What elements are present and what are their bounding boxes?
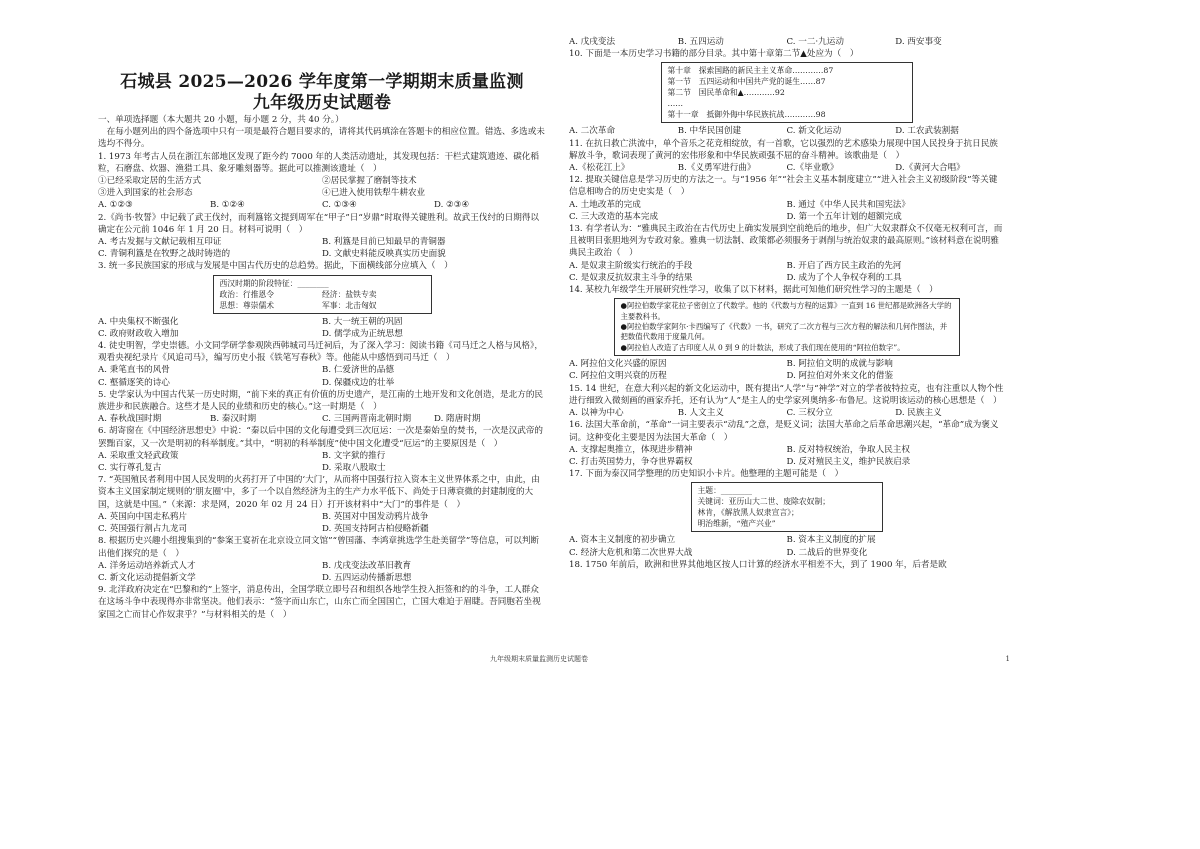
material-line: ●阿拉伯数学家阿尔·卡西编写了《代数》一书，研究了二次方程与三次方程的解法和几何作图法，并把数值代数用于度量几何。 xyxy=(620,322,948,342)
question-options xyxy=(98,364,546,388)
option-d: D. 文献史料能反映真实历史面貌 xyxy=(322,249,446,260)
toc-line: 第二节 国民革命和▲…………92 xyxy=(667,88,785,98)
question-stem: 14. 某校九年级学生开展研究性学习，收集了以下材料，据此可知他们研究性学习的主题是（ ） xyxy=(569,285,938,296)
question-13 xyxy=(569,223,1004,284)
material-box xyxy=(614,298,960,356)
question-options xyxy=(98,413,546,425)
question-stem: 11. 在抗日救亡洪流中，单个音乐之花竞相绽放，有一首歌，它以强烈的艺术感染力展现中国人民投身于抗日民族解放斗争，歌词表现了黄河的宏伟形象和中华民族顽强不屈的奋斗精神。该歌曲是（ ） xyxy=(569,138,998,161)
option-d: D. 五四运动传播新思想 xyxy=(322,572,412,583)
question-options xyxy=(569,444,1004,468)
question-statements xyxy=(98,175,546,199)
option-a: A. 洋务运动培养新式人才 xyxy=(98,560,196,571)
box-heading: 西汉时期的阶段特征：________ xyxy=(219,278,329,288)
material-line: ●阿拉伯人改造了古印度人从 0 到 9 的计数法，形成了我们现在使用的“阿拉伯数字”。 xyxy=(620,342,905,352)
option-d: D. 反对殖民主义，维护民族启录 xyxy=(786,456,911,467)
option-c: C. 新文化运动提倡新文学 xyxy=(98,572,196,583)
question-stem: 3. 统一多民族国家的形成与发展是中国古代历史的总趋势。据此，下面横线部分应填入（ ） xyxy=(98,261,453,272)
option-d: D. 阿拉伯对外来文化的借鉴 xyxy=(786,371,894,382)
box-cell: 思想：尊崇儒术 xyxy=(219,300,275,310)
material-line: ●阿拉伯数学家花拉子密创立了代数学。他的《代数与方程的运算》一直到 16 世纪都是欧洲各大学的主要教科书。 xyxy=(620,301,952,321)
option-c: C. 英国强行割占九龙司 xyxy=(98,524,188,535)
question-options xyxy=(569,534,1004,558)
option-a: A. 中央集权不断强化 xyxy=(98,316,179,327)
option-b: B. 阿拉伯文明的成就与影响 xyxy=(786,359,893,370)
option-d: D. 英国支持阿古柏侵略新疆 xyxy=(322,524,429,535)
option-d: D. 民族主义 xyxy=(895,408,942,419)
question-options xyxy=(98,450,546,474)
question-stem: 10. 下面是一本历史学习书籍的部分目录。其中第十章第二节▲处应为（ ） xyxy=(569,49,859,60)
box-cell: 军事：北击匈奴 xyxy=(322,300,377,310)
exam-title-line2: 九年级历史试题卷 xyxy=(252,93,392,113)
question-stem: 12. 提取关键信息是学习历史的方法之一。与“1956 年”“社会主义基本制度建立”“进入社会主义初级阶段”等关键信息相吻合的历史史实是（ ） xyxy=(569,175,998,198)
option-c: C. 新文化运动 xyxy=(786,126,842,137)
table-of-contents-box xyxy=(661,62,913,123)
page-number: 1 xyxy=(1005,655,1010,663)
question-3 xyxy=(98,260,546,340)
toc-line: 第一节 五四运动和中国共产党的诞生……87 xyxy=(667,77,826,87)
card-line: 明治维新，“殖产兴业” xyxy=(697,519,776,529)
question-stem: 1. 1973 年考古人员在浙江东部地区发现了距今约 7000 年的人类活动遗址，其发现包括：干栏式建筑遗迹、碳化稻粒，石磨盘、炊器、渔猎工具、象牙雕刻器等。据此可以推测该遗址（ ） xyxy=(98,151,539,174)
option-d: D. 成为了个人争权夺利的工具 xyxy=(786,272,902,283)
option-a: A. 土地改革的完成 xyxy=(569,199,641,210)
card-line: 主题：________ xyxy=(697,486,753,496)
statement: ①已经采取定居的生活方式 xyxy=(98,176,202,187)
option-a: A. 支撑起奥推立，体现进步精神 xyxy=(569,444,693,455)
box-cell: 经济：盐铁专卖 xyxy=(322,289,377,299)
question-14 xyxy=(569,284,1004,383)
question-stem: 7. “英国殖民者利用中国人民发明的火药打开了中国的‘大门’，从而将中国强行拉入资本主义世界体系之中，由此，由资本主义国家制定规则的‘朋友圈’中，多了一个以自然经济为主的生产力水平低下、尚处于日薄衰微的封建制度的大国，这就是中国。”（来源：求是网，2020 年 02 月 24 日）打开该材料中“大门”的事件是（ ） xyxy=(98,475,540,510)
material-box xyxy=(213,275,432,314)
question-stem: 15. 14 世纪，在意大利兴起的新文化运动中，既有提出“人学”与“神学”对立的学者彼特拉克，也有注重以人物个性进行细致入微刻画的画家乔托，还有认为“人”是主人的史学家列奥纳多·布鲁尼。这说明该运动的核心思想是（ ） xyxy=(569,383,1004,406)
option-a: A. 春秋战国时期 xyxy=(98,414,162,425)
option-c: C. 实行尊孔复古 xyxy=(98,463,162,474)
question-stem: 16. 法国大革命前，“革命”一词主要表示“动乱”之意，是贬义词；法国大革命之后革命思潮兴起，“革命”成为褒义词。这种变化主要是因为法国大革命（ ） xyxy=(569,420,999,443)
option-d: D. 第一个五年计划的超额完成 xyxy=(786,211,902,222)
question-options xyxy=(569,162,1004,174)
toc-line: 第十一章 抵御外侮中华民族抗战…………98 xyxy=(667,110,826,120)
question-options xyxy=(569,407,1004,419)
question-9-stem: 9. 北洋政府决定在“巴黎和约”上签字，消息传出，全国学联立即号召和组织各地学生投入拒签和约的斗争，工人群众在这场斗争中表现得亦非常坚决。他们表示：“签字而山东亡，山东亡而全国国亡，亡国大难迫于眉睫。吾同胞若坐视家国之亡而甘心作奴隶乎？”与材料相关的是（ ） xyxy=(98,585,541,620)
option-b: B. 利簋是目前已知最早的青铜器 xyxy=(322,237,446,248)
option-a: A. 秉笔直书的风骨 xyxy=(98,365,170,376)
question-stem: 8. 根据历史兴趣小组搜集到的“参案王宴祈在北京设立同文馆”“曾国藩、李鸿章挑选学生赴美留学”等信息，可以判断出他们探究的是（ ） xyxy=(98,536,540,559)
question-12 xyxy=(569,174,1004,223)
statement: ④已进入使用铁犁牛耕农业 xyxy=(322,188,426,199)
box-cell: 政治：行推恩令 xyxy=(219,289,275,299)
option-a: A. 以神为中心 xyxy=(569,408,624,419)
question-options xyxy=(569,358,1004,382)
option-a: A. 是奴隶主阶级实行统治的手段 xyxy=(569,260,693,271)
section-heading: 一、单项选择题（本大题共 20 小题，每小题 2 分，共 40 分。） xyxy=(98,115,344,125)
option-a: A. 二次革命 xyxy=(569,126,616,137)
question-options xyxy=(98,560,546,584)
option-d: D. 西安事变 xyxy=(895,37,942,47)
option-b: B. 戊戌变法改革旧教育 xyxy=(322,560,412,571)
option-c: C. 青铜利簋是在牧野之战时铸造的 xyxy=(98,249,231,260)
question-options xyxy=(98,316,546,340)
option-b: B. 通过《中华人民共和国宪法》 xyxy=(786,199,910,210)
question-stem: 2.《尚书·牧誓》中记载了武王伐纣，而利簋铭文提到周军在“甲子”日“岁鼎”时取得关键胜利。故武王伐纣的日期得以确定在公元前 1046 年 1 月 20 日。材料可说明（ ） xyxy=(98,212,540,235)
option-b: B. 反对特权统治，争取人民主权 xyxy=(786,444,910,455)
footer-title: 九年级期末质量监测历史试题卷 xyxy=(490,655,588,663)
question-17 xyxy=(569,468,1004,559)
option-b: B. 五四运动 xyxy=(677,37,724,47)
question-stem: 5. 史学家认为中国古代某一历史时期，“前下来的真正有价值的历史遗产，是江南的土地开发和文化创造，是北方的民族进步和民族融合。这些才是人民的业绩和历史的核心。”这一时期是（ ） xyxy=(98,389,544,413)
option-c: C. 三大改造的基本完成 xyxy=(569,211,659,222)
option-d: D. 二战后的世界变化 xyxy=(786,547,868,558)
exam-title-line1: 石城县 2025—2026 学年度第一学期期末质量监测 xyxy=(120,72,524,92)
question-options xyxy=(569,260,1004,284)
page-footer xyxy=(490,655,1010,664)
question-9-continued xyxy=(569,0,1004,49)
question-4 xyxy=(98,340,546,389)
question-15 xyxy=(569,383,1004,420)
option-b: B. 仁爱济世的品德 xyxy=(322,365,394,376)
option-c: C. ①③④ xyxy=(322,200,357,211)
option-d: D.《黄河大合唱》 xyxy=(895,163,965,174)
option-b: B.《义勇军进行曲》 xyxy=(677,163,756,174)
left-column xyxy=(98,0,546,849)
option-b: B. 中华民国创建 xyxy=(677,126,742,137)
question-7 xyxy=(98,474,546,535)
option-d: D. 儒学成为正统思想 xyxy=(322,328,403,339)
statement: ②居民掌握了磨制等技术 xyxy=(322,176,417,187)
question-8 xyxy=(98,535,546,584)
card-line: 关键词：亚历山大二世、废除农奴制； xyxy=(697,497,831,507)
knowledge-card xyxy=(691,482,883,532)
option-a: A. 英国向中国走私鸦片 xyxy=(98,511,188,522)
option-a: A. 资本主义制度的初步确立 xyxy=(569,535,676,546)
question-options xyxy=(98,511,546,535)
toc-line: 第十章 探索国路的新民主主义革命…………87 xyxy=(667,66,834,76)
option-c: C. 阿拉伯文明兴衰的历程 xyxy=(569,371,667,382)
option-b: B. 资本主义制度的扩展 xyxy=(786,535,876,546)
question-options xyxy=(98,236,546,260)
question-options xyxy=(569,199,1004,223)
question-2 xyxy=(98,212,546,261)
right-column xyxy=(569,0,1004,849)
option-c: C. 三权分立 xyxy=(786,408,833,419)
option-c: C. 是奴隶反抗奴隶主斗争的结果 xyxy=(569,272,693,283)
toc-line: …… xyxy=(667,99,684,109)
question-options xyxy=(569,125,1004,137)
option-c: C. 壑循逐笑的诗心 xyxy=(98,377,170,388)
question-5 xyxy=(98,389,546,426)
option-b: B. ①②④ xyxy=(210,200,245,211)
question-10 xyxy=(569,48,1004,137)
question-stem: 17. 下面为泰汉同学整理的历史知识小卡片。他整理的主题可能是（ ） xyxy=(569,469,844,480)
question-stem: 4. 徒史明智，学史崇德。小文同学研学参观陕西韩城司马迁祠后，为了深入学习：阅读书籍《司马迁之人格与风格》，观看央视纪录片《风追司马》，编写历史小报《铁笔写春秋》等。他能从中感悟到司马迁（ ） xyxy=(98,341,543,364)
question-6 xyxy=(98,425,546,474)
option-c: C.《毕业歌》 xyxy=(786,163,839,174)
option-b: B. 文字狱的推行 xyxy=(322,450,386,461)
statement: ③进入到国家的社会形态 xyxy=(98,188,193,199)
option-c: C. 一二·九运动 xyxy=(786,37,844,47)
option-a: A. ①②③ xyxy=(98,200,133,211)
option-b: B. 人文主义 xyxy=(677,408,724,419)
option-a: A. 采取重文轻武政策 xyxy=(98,450,179,461)
option-c: C. 打击英国势力，争夺世界霸权 xyxy=(569,456,693,467)
option-d: D. 工农武装割据 xyxy=(895,126,959,137)
option-c: C. 三国两晋南北朝时期 xyxy=(322,414,412,425)
card-line: 林肯，《解放黑人奴隶宣言》； xyxy=(697,508,799,518)
question-18-stem: 18. 1750 年前后，欧洲和世界其他地区按人口计算的经济水平相差不大，到了 1900 年，后者是欧 xyxy=(569,559,947,570)
option-d: D. 保疆戍边的壮举 xyxy=(322,377,395,388)
question-stem: 6. 胡寄窗在《中国经济思想史》中说：“秦以后中国的文化每遭受到三次厄运：一次是秦始皇的焚书，一次是汉武帝的罢黜百家，又一次是明初的科举制度。”其中，“明初的科举制度”使中国文化遭受“厄运”的主要原因是（ ） xyxy=(98,426,544,449)
option-b: B. 秦汉时期 xyxy=(210,414,257,425)
option-d: D. 隋唐时期 xyxy=(434,414,481,425)
question-16 xyxy=(569,419,1004,468)
question-options xyxy=(98,199,546,211)
question-1 xyxy=(98,151,546,212)
option-c: C. 政府财政收入增加 xyxy=(98,328,179,339)
question-11 xyxy=(569,138,1004,175)
option-b: B. 英国对中国发动鸦片战争 xyxy=(322,511,429,522)
question-stem: 13. 有学者认为：“雅典民主政治在古代历史上确实发展到空前绝后的地步，但广大奴隶群众不仅毫无权利可言，而且被明目张胆地列为专政对象。雅典一切法制、政策都必须服务于剥削与统治奴隶的最高原则。”该材料意在说明雅典民主政治（ ） xyxy=(569,224,1003,259)
option-a: A. 阿拉伯文化兴盛的原因 xyxy=(569,359,667,370)
option-a: A. 考古发掘与文献记载相互印证 xyxy=(98,237,222,248)
option-d: D. ②③④ xyxy=(434,200,470,211)
option-b: B. 大一统王朝的巩固 xyxy=(322,316,403,327)
option-b: B. 开启了西方民主政治的先河 xyxy=(786,260,902,271)
option-d: D. 采取八股取士 xyxy=(322,463,386,474)
section-instructions: 在每小题列出的四个备选项中只有一项是最符合题目要求的，请将其代码填涂在答题卡的相应位置。错选、多选或未选均不得分。 xyxy=(98,127,545,150)
option-c: C. 经济大危机和第二次世界大战 xyxy=(569,547,693,558)
option-a: A. 戊戌变法 xyxy=(569,37,616,47)
option-a: A.《松花江上》 xyxy=(569,163,630,174)
